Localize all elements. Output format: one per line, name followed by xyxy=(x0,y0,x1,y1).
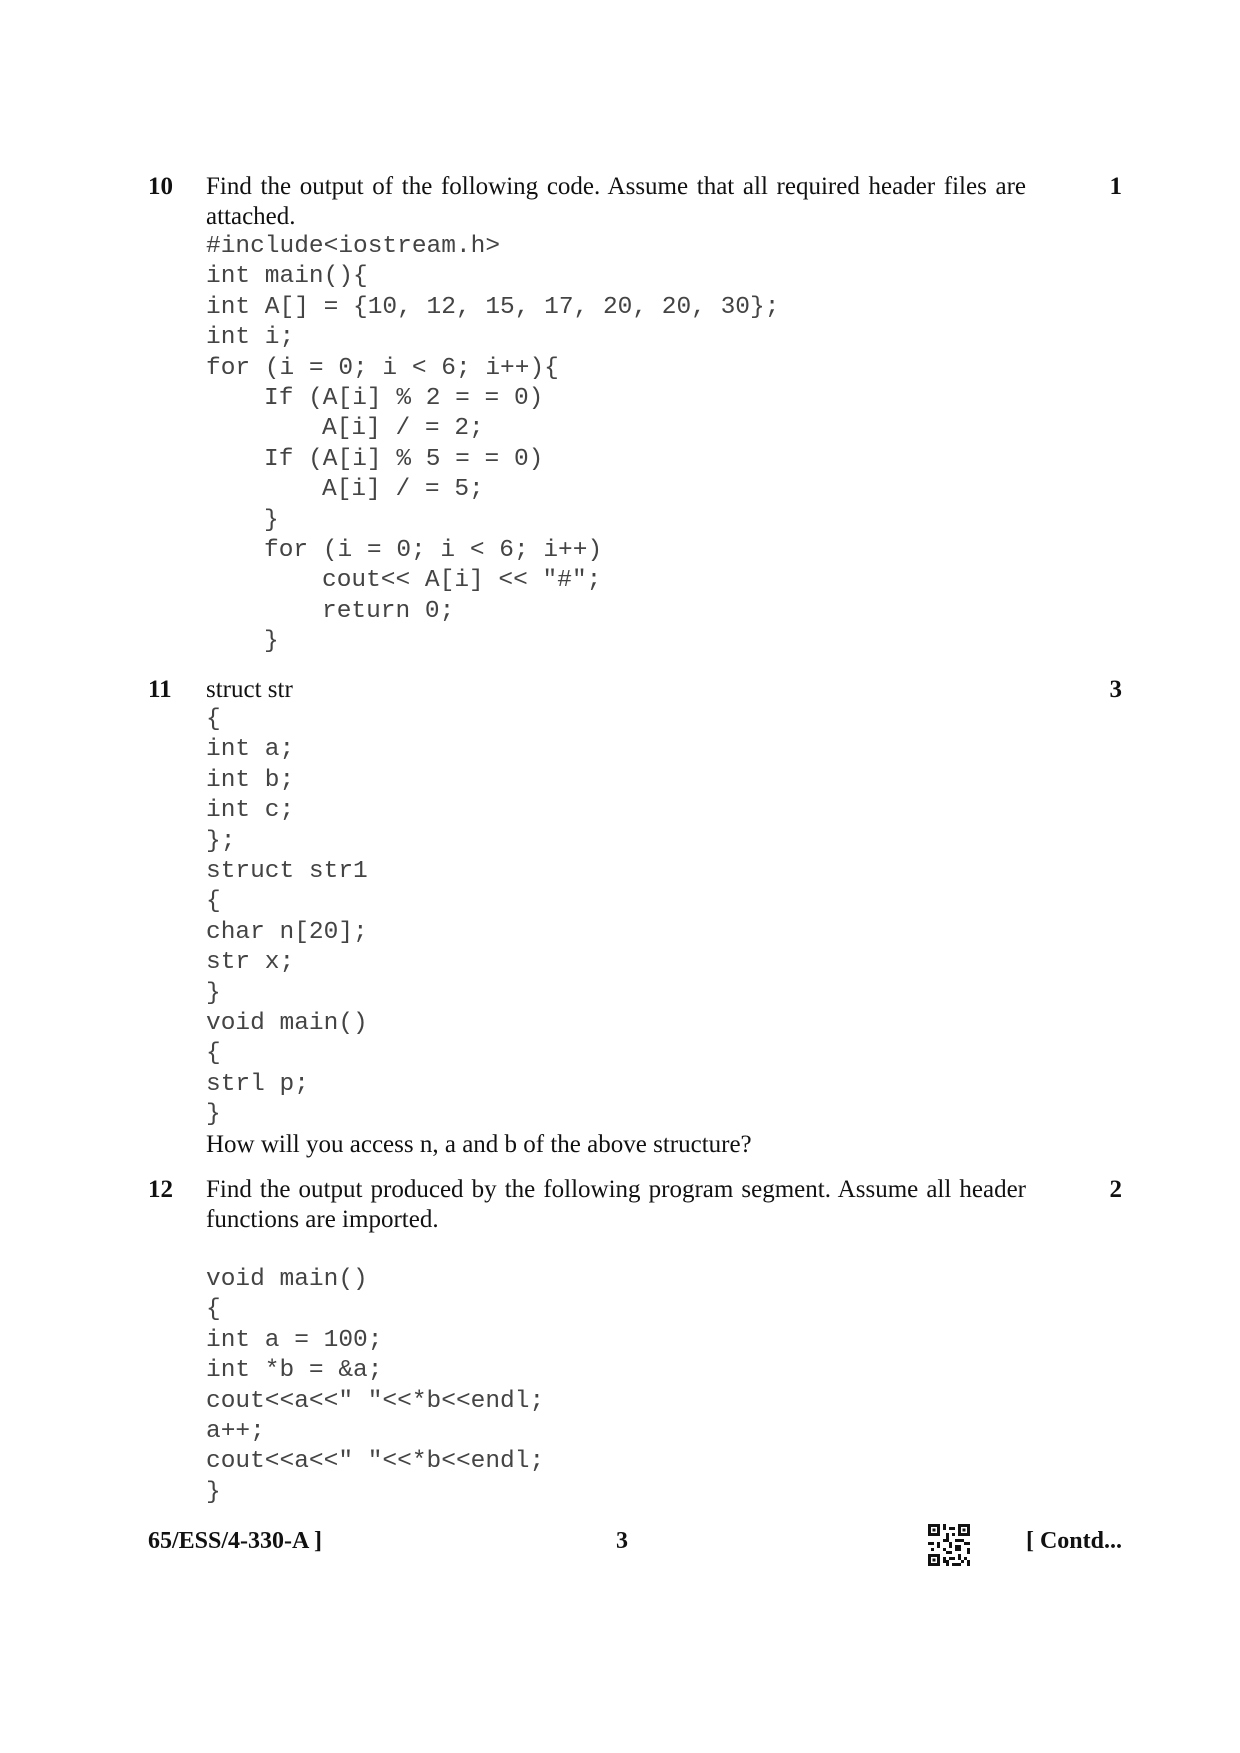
question-heading: struct str xyxy=(206,676,293,703)
question-11 xyxy=(148,675,1130,1160)
code-line: for (i = 0; i < 6; i++) xyxy=(264,536,603,564)
code-line: strl p; xyxy=(206,1070,309,1098)
code-line: }; xyxy=(206,827,236,855)
code-line: for (i = 0; i < 6; i++){ xyxy=(206,354,559,382)
code-line: { xyxy=(206,1040,221,1068)
code-line: str x; xyxy=(206,949,295,977)
code-line: cout<< A[i] << "#"; xyxy=(322,567,602,595)
code-line: cout<<a<<" "<<*b<<endl; xyxy=(206,1387,545,1415)
code-line: If (A[i] % 5 = = 0) xyxy=(264,445,544,473)
continued-label: [ Contd... xyxy=(1025,1528,1122,1554)
code-line: void main() xyxy=(206,1266,368,1293)
question-number: 12 xyxy=(148,1176,173,1203)
question-marks: 1 xyxy=(1109,173,1122,200)
code-line: cout<<a<<" "<<*b<<endl; xyxy=(206,1448,545,1476)
code-line: } xyxy=(206,1101,221,1129)
code-line: If (A[i] % 2 = = 0) xyxy=(264,384,544,412)
qr-code-icon xyxy=(928,1524,970,1566)
question-12 xyxy=(148,1175,1130,1508)
code-line: int i; xyxy=(206,324,295,352)
code-line: return 0; xyxy=(322,597,455,625)
code-line: struct str1 xyxy=(206,857,368,885)
paper-code: 65/ESS/4-330-A ] xyxy=(148,1528,323,1554)
code-block xyxy=(206,705,1130,1130)
question-text: Find the output of the following code. Assume that all required header files are attached. xyxy=(206,173,1026,230)
question-marks: 2 xyxy=(1109,1176,1122,1203)
question-number: 11 xyxy=(148,676,172,703)
code-block xyxy=(206,1265,1130,1508)
code-line: int A[] = {10, 12, 15, 17, 20, 20, 30}; xyxy=(206,293,780,321)
page-footer xyxy=(148,1524,1130,1568)
code-line: int a; xyxy=(206,736,295,764)
code-line: { xyxy=(206,1296,221,1324)
code-line: } xyxy=(264,628,279,656)
code-block xyxy=(206,232,1130,657)
code-line: } xyxy=(264,506,279,534)
code-line: A[i] / = 5; xyxy=(322,476,484,504)
code-line: { xyxy=(206,706,221,733)
code-line: int a = 100; xyxy=(206,1326,383,1354)
code-line: } xyxy=(206,979,221,1007)
code-line: { xyxy=(206,888,221,916)
question-text: How will you access n, a and b of the above structure? xyxy=(206,1131,752,1159)
code-line: int c; xyxy=(206,797,295,825)
spacer xyxy=(148,1235,1130,1265)
question-marks: 3 xyxy=(1109,676,1122,703)
code-line: void main() xyxy=(206,1009,368,1037)
code-line: int b; xyxy=(206,766,295,794)
question-number: 10 xyxy=(148,173,173,200)
code-line: #include<iostream.h> xyxy=(206,233,501,260)
code-line: int main(){ xyxy=(206,263,368,291)
code-line: } xyxy=(206,1478,221,1506)
question-text: Find the output produced by the following program segment. Assume all header functions are imported. xyxy=(206,1176,1026,1233)
page-number: 3 xyxy=(616,1528,628,1554)
code-line: int *b = &a; xyxy=(206,1357,383,1385)
code-line: a++; xyxy=(206,1417,265,1445)
code-line: char n[20]; xyxy=(206,918,368,946)
code-line: A[i] / = 2; xyxy=(322,415,484,443)
question-10 xyxy=(148,172,1130,657)
